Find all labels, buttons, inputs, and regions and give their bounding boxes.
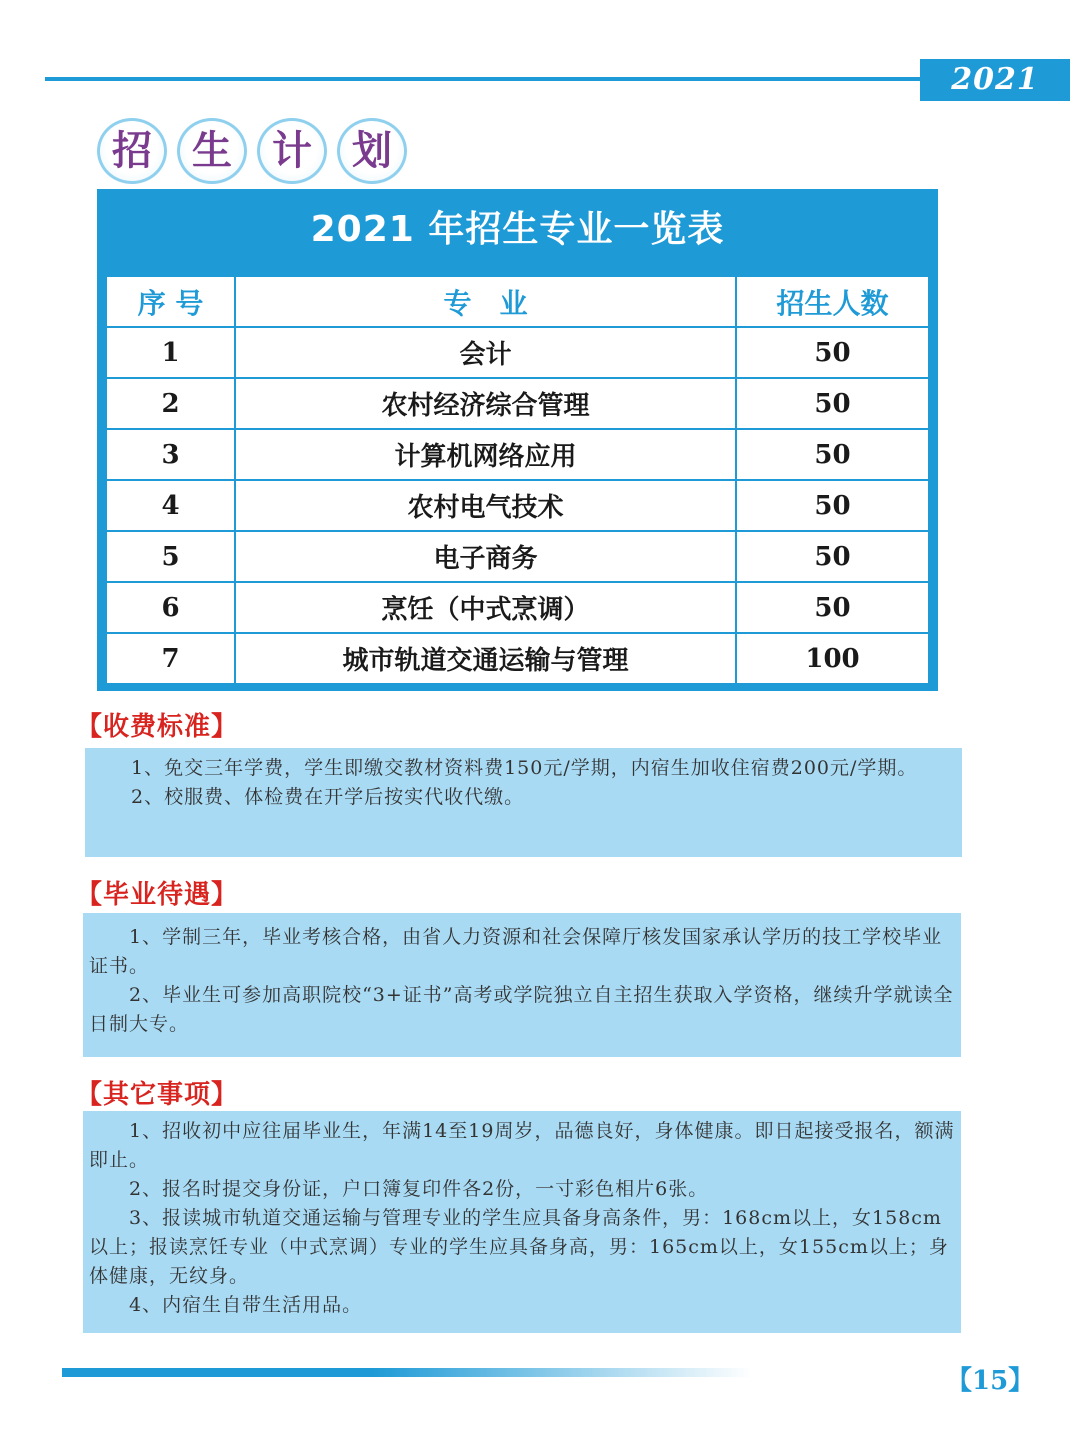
graduation-item: 1、学制三年，毕业考核合格，由省人力资源和社会保障厅核发国家承认学历的技工学校毕业证书。 (89, 926, 943, 977)
fees-heading: 【收费标准】 (76, 712, 239, 742)
page-title (97, 118, 407, 184)
other-heading: 【其它事项】 (76, 1080, 239, 1110)
other-item: 1、招收初中应往届毕业生，年满14至19周岁，品德良好，身体健康。即日起接受报名，额满即止。 (89, 1120, 955, 1171)
row-no: 1 (106, 327, 235, 378)
row-count: 50 (736, 327, 929, 378)
table-row (106, 633, 929, 684)
row-no: 4 (106, 480, 235, 531)
table-row (106, 429, 929, 480)
fees-box (85, 748, 962, 857)
year-tab: 2021 (920, 59, 1070, 101)
other-item: 2、报名时提交身份证，户口簿复印件各2份，一寸彩色相片6张。 (129, 1178, 709, 1200)
other-item: 4、内宿生自带生活用品。 (129, 1294, 363, 1316)
row-major: 城市轨道交通运输与管理 (235, 633, 736, 684)
top-rule (45, 77, 925, 81)
header-count: 招生人数 (736, 276, 929, 327)
row-count: 50 (736, 582, 929, 633)
fees-item: 1、免交三年学费，学生即缴交教材资料费150元/学期，内宿生加收住宿费200元/学期。 (131, 757, 918, 779)
graduation-heading: 【毕业待遇】 (76, 880, 239, 910)
table-row (106, 582, 929, 633)
page-number: 【15】 (946, 1366, 1035, 1396)
row-no: 6 (106, 582, 235, 633)
row-count: 50 (736, 480, 929, 531)
row-count: 50 (736, 378, 929, 429)
title-char: 招 (97, 118, 167, 184)
row-major: 会计 (235, 327, 736, 378)
table-row (106, 531, 929, 582)
row-no: 2 (106, 378, 235, 429)
table-row (106, 378, 929, 429)
row-major: 农村经济综合管理 (235, 378, 736, 429)
table-title: 2021 年招生专业一览表 (310, 209, 725, 250)
row-count: 100 (736, 633, 929, 684)
other-item: 3、报读城市轨道交通运输与管理专业的学生应具备身高条件，男：168cm以上，女158cm以上；报读烹饪专业（中式烹调）专业的学生应具备身高，男：165cm以上，女155cm以上；身体健康，无纹身。 (89, 1207, 949, 1287)
header-no: 序 号 (106, 276, 235, 327)
title-char: 划 (337, 118, 407, 184)
table-row (106, 480, 929, 531)
fees-item: 2、校服费、体检费在开学后按实代收代缴。 (131, 786, 525, 808)
row-no: 3 (106, 429, 235, 480)
header-major: 专 业 (235, 276, 736, 327)
bottom-rule (62, 1368, 752, 1377)
other-box (83, 1111, 961, 1333)
graduation-item: 2、毕业生可参加高职院校“3+证书”高考或学院独立自主招生获取入学资格，继续升学就读全日制大专。 (89, 984, 954, 1035)
title-char: 计 (257, 118, 327, 184)
row-no: 5 (106, 531, 235, 582)
row-count: 50 (736, 429, 929, 480)
enrollment-table-panel (97, 189, 938, 691)
row-count: 50 (736, 531, 929, 582)
enrollment-table (105, 275, 930, 685)
row-major: 农村电气技术 (235, 480, 736, 531)
row-major: 计算机网络应用 (235, 429, 736, 480)
row-major: 烹饪（中式烹调） (235, 582, 736, 633)
title-char: 生 (177, 118, 247, 184)
row-no: 7 (106, 633, 235, 684)
row-major: 电子商务 (235, 531, 736, 582)
graduation-box (83, 913, 961, 1057)
table-header-row (106, 276, 929, 327)
table-row (106, 327, 929, 378)
